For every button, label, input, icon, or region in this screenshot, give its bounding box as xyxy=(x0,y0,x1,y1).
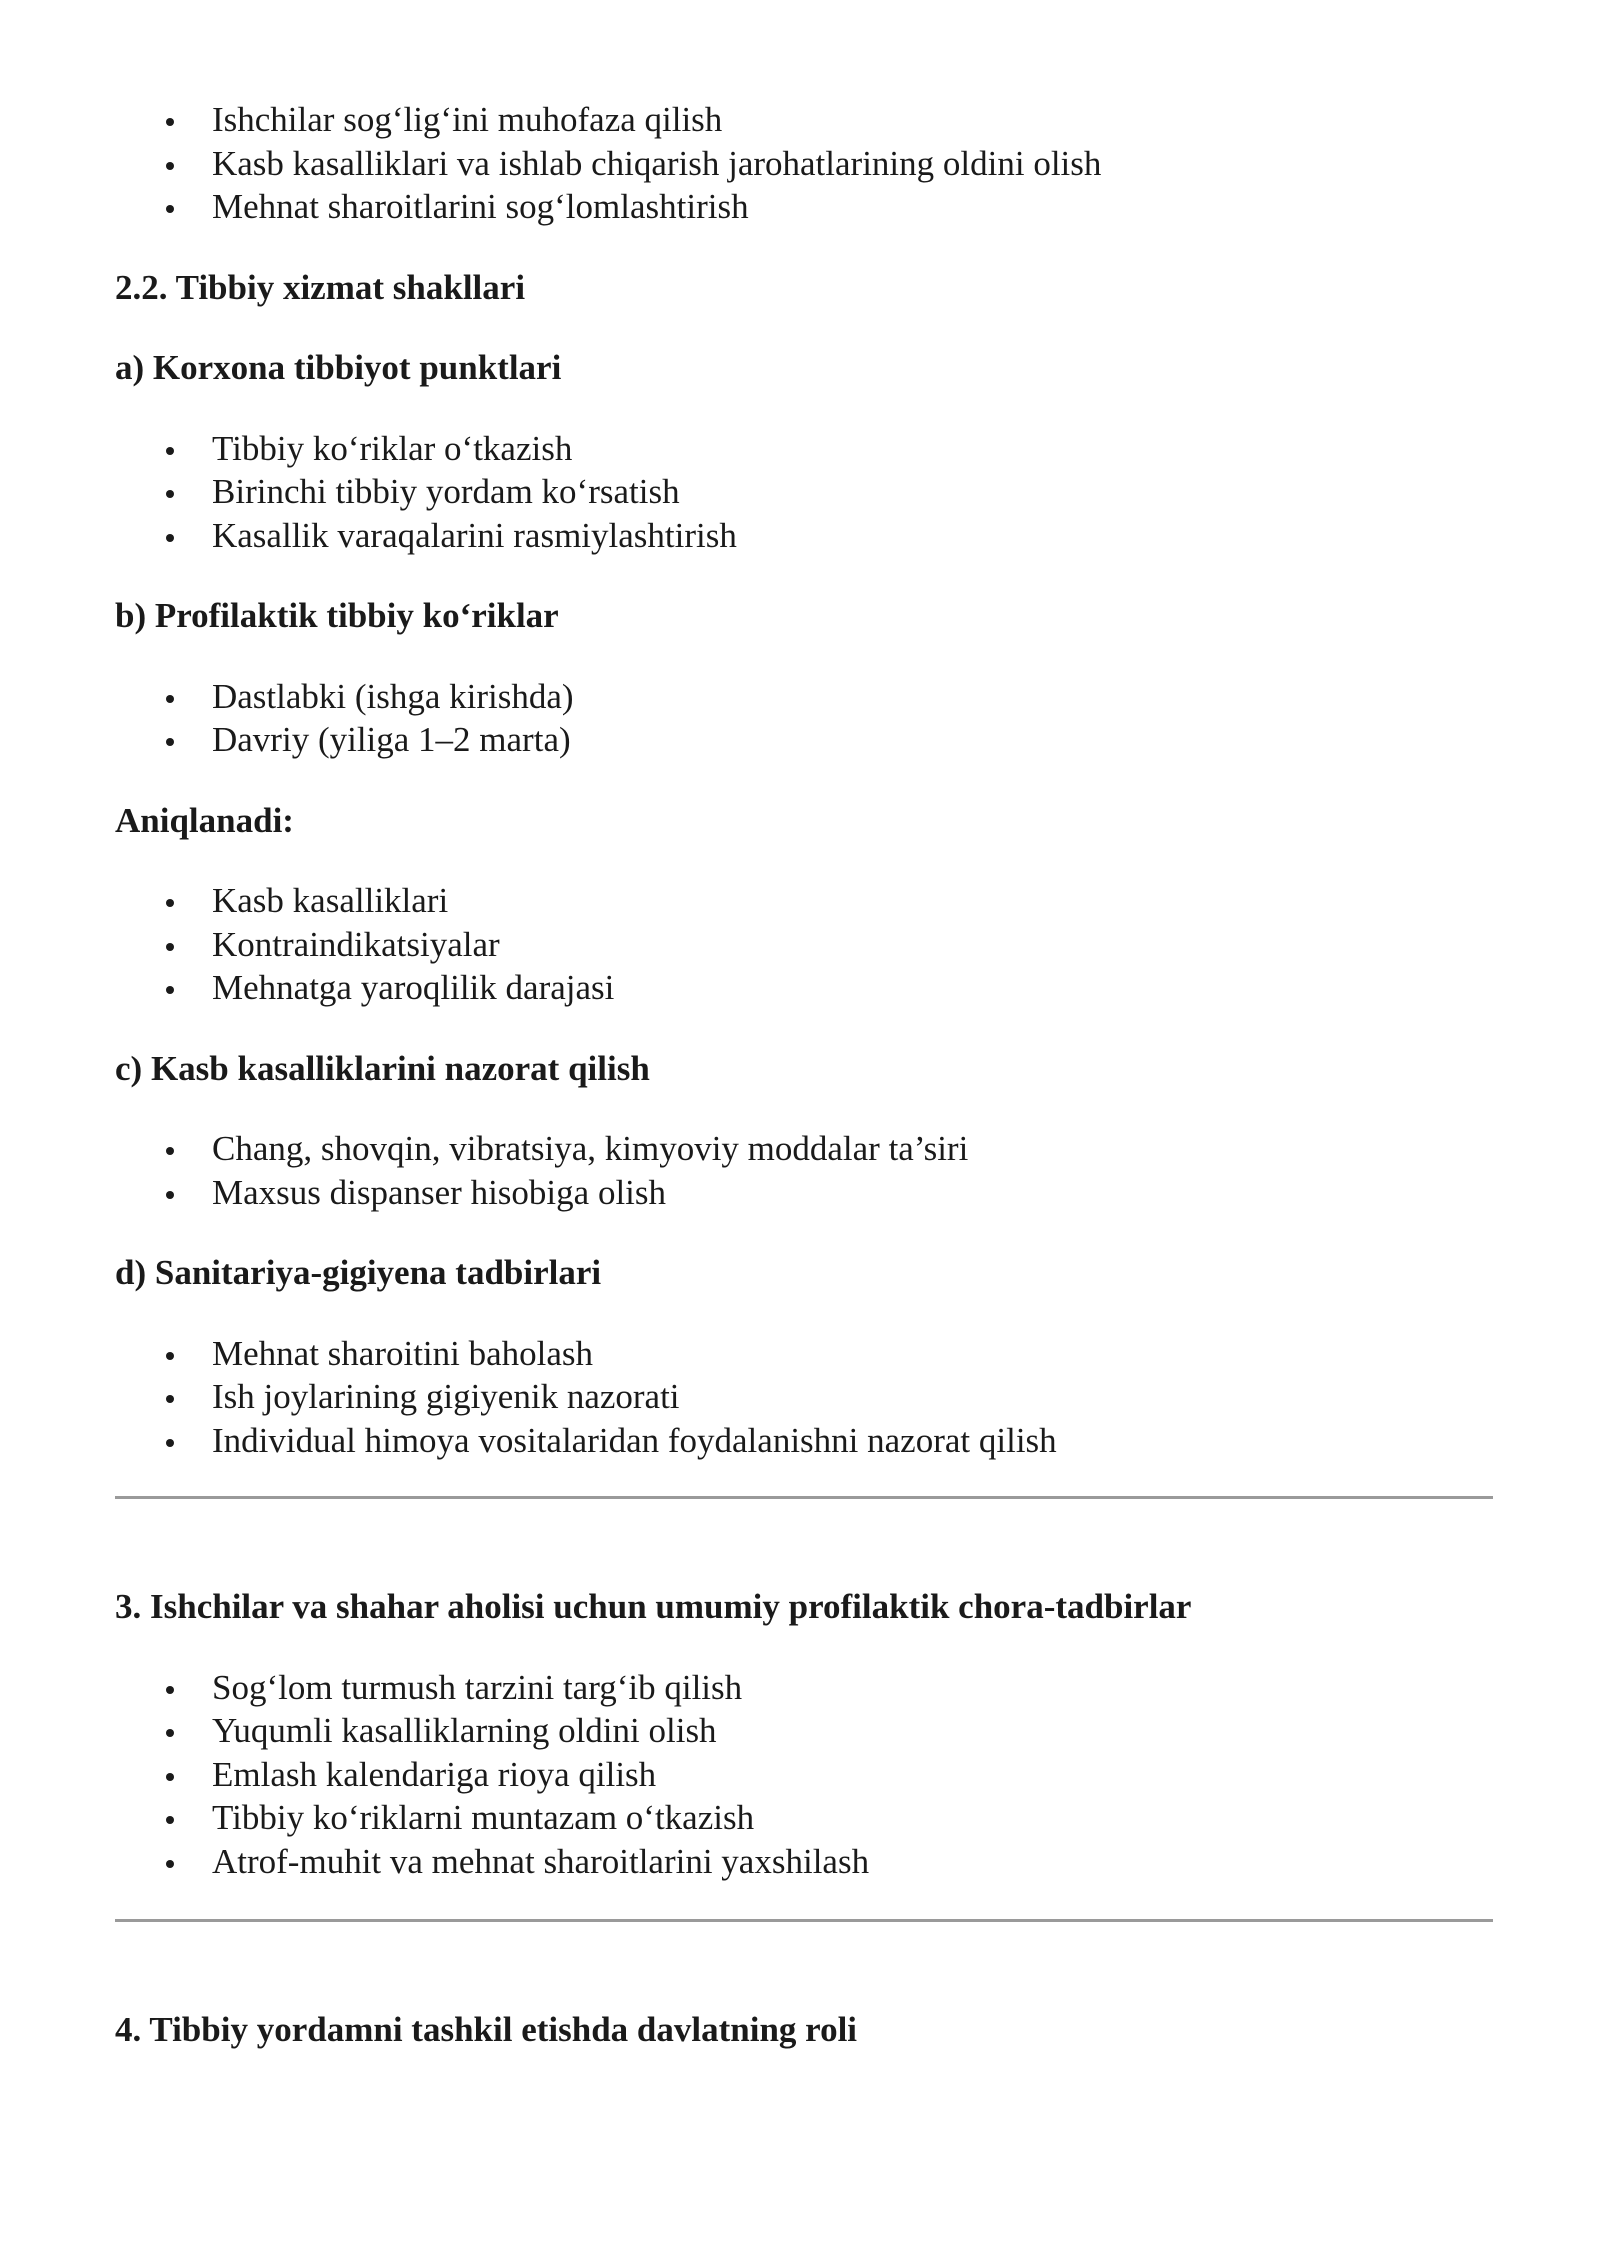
section-heading-2-2: 2.2. Tibbiy xizmat shakllari xyxy=(115,267,526,307)
subsection-a-list xyxy=(115,427,1495,558)
intro-bullet-list xyxy=(115,98,1495,229)
list-item: Sog‘lom turmush tarzini targ‘ib qilish xyxy=(115,1666,1495,1710)
section-heading-4: 4. Tibbiy yordamni tashkil etishda davlatning roli xyxy=(115,2010,858,2049)
list-item: Ishchilar sog‘lig‘ini muhofaza qilish xyxy=(115,98,1495,142)
subsection-b-list xyxy=(115,675,1495,762)
section-3-list xyxy=(115,1666,1495,1884)
list-item: Yuqumli kasalliklarning oldini olish xyxy=(115,1709,1495,1753)
list-item: Mehnatga yaroqlilik darajasi xyxy=(115,966,1495,1010)
list-item: Emlash kalendariga rioya qilish xyxy=(115,1753,1495,1797)
list-item: Atrof-muhit va mehnat sharoitlarini yaxshilash xyxy=(115,1840,1495,1884)
subsection-heading-c: c) Kasb kasalliklarini nazorat qilish xyxy=(115,1048,650,1088)
list-item: Kontraindikatsiyalar xyxy=(115,923,1495,967)
list-item: Mehnat sharoitini baholash xyxy=(115,1332,1495,1376)
subsection-c-list xyxy=(115,1127,1495,1214)
list-item: Birinchi tibbiy yordam ko‘rsatish xyxy=(115,470,1495,514)
aniqlanadi-list xyxy=(115,879,1495,1010)
list-item: Kasb kasalliklari xyxy=(115,879,1495,923)
subheading-aniqlanadi: Aniqlanadi: xyxy=(115,800,294,840)
list-item: Ish joylarining gigiyenik nazorati xyxy=(115,1375,1495,1419)
list-item: Maxsus dispanser hisobiga olish xyxy=(115,1171,1495,1215)
subsection-d-list xyxy=(115,1332,1495,1463)
list-item: Tibbiy ko‘riklar o‘tkazish xyxy=(115,427,1495,471)
document-page xyxy=(115,98,1495,2052)
list-item: Dastlabki (ishga kirishda) xyxy=(115,675,1495,719)
subsection-heading-d: d) Sanitariya-gigiyena tadbirlari xyxy=(115,1253,602,1292)
subsection-heading-b: b) Profilaktik tibbiy ko‘riklar xyxy=(115,596,559,635)
section-heading-3: 3. Ishchilar va shahar aholisi uchun umumiy profilaktik chora-tadbirlar xyxy=(115,1587,1192,1626)
list-item: Chang, shovqin, vibratsiya, kimyoviy moddalar ta’siri xyxy=(115,1127,1495,1171)
list-item: Davriy (yiliga 1–2 marta) xyxy=(115,718,1495,762)
list-item: Individual himoya vositalaridan foydalanishni nazorat qilish xyxy=(115,1419,1495,1463)
list-item: Tibbiy ko‘riklarni muntazam o‘tkazish xyxy=(115,1796,1495,1840)
subsection-heading-a: a) Korxona tibbiyot punktlari xyxy=(115,348,562,387)
list-item: Kasb kasalliklari va ishlab chiqarish jarohatlarining oldini olish xyxy=(115,142,1495,186)
list-item: Mehnat sharoitlarini sog‘lomlashtirish xyxy=(115,185,1495,229)
list-item: Kasallik varaqalarini rasmiylashtirish xyxy=(115,514,1495,558)
